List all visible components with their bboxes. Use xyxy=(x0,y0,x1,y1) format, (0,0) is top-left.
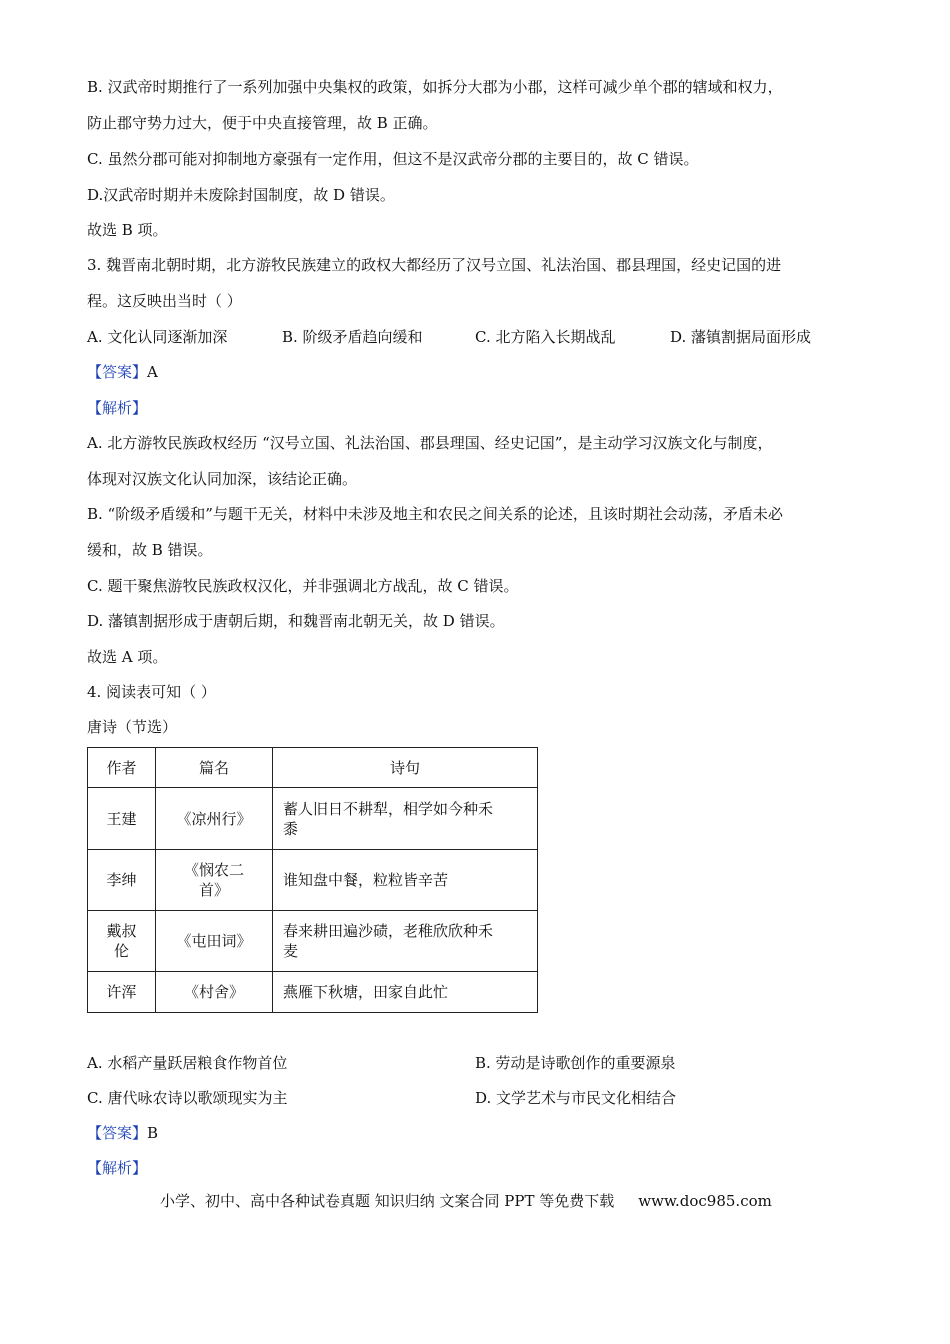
q3-option-c: C. 北方陷入长期战乱 xyxy=(475,328,616,346)
title-cell: 《村舍》 xyxy=(156,972,273,1013)
text-line: D.汉武帝时期并未废除封国制度，故 D 错误。 xyxy=(87,186,395,204)
verse-line: 谁知盘中餐，粒粒皆辛苦 xyxy=(283,871,449,889)
table-title: 唐诗（节选） xyxy=(87,718,178,736)
verse-line: 蓄人旧日不耕犁，相学如今种禾 xyxy=(283,799,494,818)
answer-tag: 【答案】 xyxy=(87,1124,148,1142)
table-row xyxy=(88,850,538,911)
answer-value: B xyxy=(147,1124,159,1142)
text-line: 故选 B 项。 xyxy=(87,221,168,239)
verse-cell xyxy=(273,972,538,1013)
q3-answer xyxy=(87,361,158,383)
q4-option-c: C. 唐代咏农诗以歌颂现实为主 xyxy=(87,1089,288,1107)
answer-tag: 【答案】 xyxy=(87,363,148,381)
verse-line: 麦 xyxy=(283,942,299,960)
header-verse: 诗句 xyxy=(273,748,538,788)
q4-analysis-tag: 【解析】 xyxy=(87,1159,148,1177)
explanation-line: A. 北方游牧民族政权经历 “汉号立国、礼法治国、郡县理国、经史记国”，是主动学习汉族文化与制度， xyxy=(87,434,773,452)
verse-line: 燕雁下秋塘，田家自此忙 xyxy=(283,983,449,1001)
verse-cell xyxy=(273,911,538,972)
explanation-line: C. 题干聚焦游牧民族政权汉化，并非强调北方战乱，故 C 错误。 xyxy=(87,577,519,595)
author-cell xyxy=(88,911,156,972)
explanation-line: B. “阶级矛盾缓和”与题干无关，材料中未涉及地主和农民之间关系的论述，且该时期社会动荡，矛盾未必 xyxy=(87,505,783,523)
verse-line: 黍 xyxy=(283,819,299,838)
verse-cell xyxy=(273,850,538,911)
header-author: 作者 xyxy=(88,748,156,788)
q3-option-a: A. 文化认同逐渐加深 xyxy=(87,328,228,346)
poem-table xyxy=(87,747,538,1013)
q3-analysis-tag: 【解析】 xyxy=(87,399,148,417)
verse-line: 春来耕田遍沙碛，老稚欣欣种禾 xyxy=(283,922,494,940)
title-cell: 《凉州行》 xyxy=(156,788,273,850)
table-header-row xyxy=(88,748,538,788)
explanation-line: 体现对汉族文化认同加深，该结论正确。 xyxy=(87,470,358,488)
title-cell: 《屯田词》 xyxy=(156,911,273,972)
title-cell xyxy=(156,850,273,911)
q3-option-b: B. 阶级矛盾趋向缓和 xyxy=(282,328,423,346)
text-line: C. 虽然分郡可能对抑制地方豪强有一定作用，但这不是汉武帝分郡的主要目的，故 C 错误。 xyxy=(87,150,699,168)
q3-stem: 程。这反映出当时（ ） xyxy=(87,292,242,310)
explanation-line: 故选 A 项。 xyxy=(87,648,168,666)
title-line: 《悯农二 xyxy=(183,861,244,879)
footer-text: 小学、初中、高中各种试卷真题 知识归纳 文案合同 PPT 等免费下载 xyxy=(160,1192,615,1210)
text-line: 防止郡守势力过大，便于中央直接管理，故 B 正确。 xyxy=(87,114,438,132)
explanation-line: D. 藩镇割据形成于唐朝后期，和魏晋南北朝无关，故 D 错误。 xyxy=(87,612,505,630)
q4-stem: 4. 阅读表可知（ ） xyxy=(87,683,216,701)
text-line: B. 汉武帝时期推行了一系列加强中央集权的政策，如拆分大郡为小郡，这样可减少单个郡的辖域和权力， xyxy=(87,78,783,96)
q4-answer xyxy=(87,1122,158,1144)
author-cell: 李绅 xyxy=(88,850,156,911)
footer xyxy=(160,1190,772,1212)
q3-option-d: D. 藩镇割据局面形成 xyxy=(670,328,812,346)
author-line: 戴叔 xyxy=(106,922,137,940)
author-cell: 王建 xyxy=(88,788,156,850)
q3-stem: 3. 魏晋南北朝时期，北方游牧民族建立的政权大都经历了汉号立国、礼法治国、郡县理国，经史记国的进 xyxy=(87,256,782,274)
table-row xyxy=(88,972,538,1013)
answer-value: A xyxy=(147,363,158,381)
q4-option-d: D. 文学艺术与市民文化相结合 xyxy=(475,1089,677,1107)
verse-cell xyxy=(273,788,538,850)
explanation-line: 缓和，故 B 错误。 xyxy=(87,541,213,559)
author-line: 伦 xyxy=(113,942,129,960)
header-title: 篇名 xyxy=(156,748,273,788)
author-cell: 许浑 xyxy=(88,972,156,1013)
table-row xyxy=(88,788,538,850)
table-row xyxy=(88,911,538,972)
footer-url[interactable]: www.doc985.com xyxy=(638,1192,772,1210)
q4-option-a: A. 水稻产量跃居粮食作物首位 xyxy=(87,1054,288,1072)
q4-option-b: B. 劳动是诗歌创作的重要源泉 xyxy=(475,1054,676,1072)
title-line: 首》 xyxy=(198,881,229,899)
